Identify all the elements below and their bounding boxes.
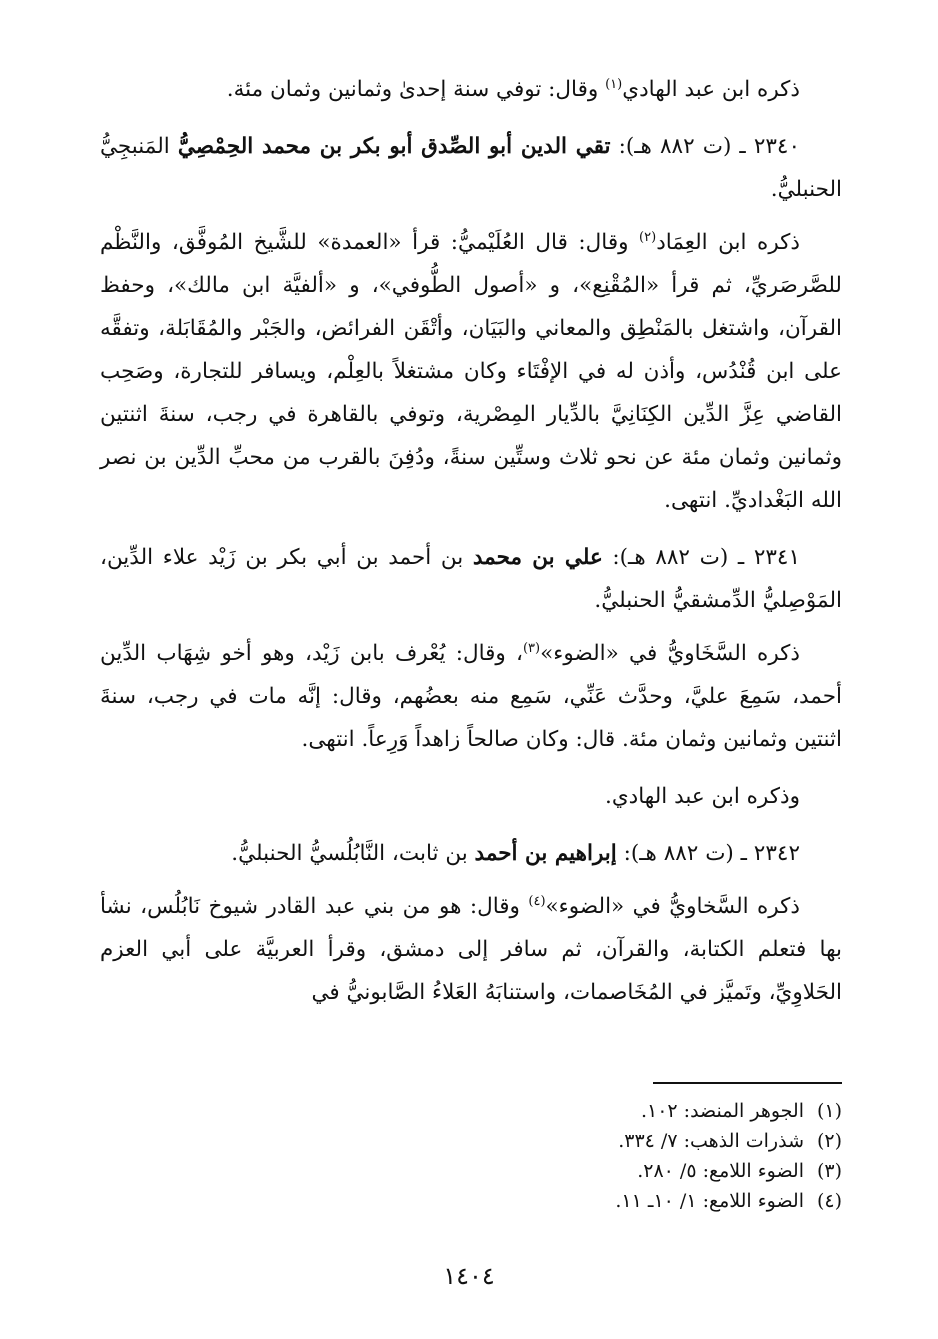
footnote-number: (١) [816,1100,842,1122]
footnote-2 [100,1126,842,1156]
entry-2342 [100,832,842,875]
footnote-ref-3[interactable]: (٣) [522,640,541,656]
paragraph-2 [100,221,842,522]
footnote-separator [653,1082,842,1084]
entry-name: إبراهيم بن أحمد [474,841,617,866]
footnote-ref-2[interactable]: (٢) [639,229,657,245]
paragraph-1 [100,68,842,111]
paragraph-4: وذكره ابن عبد الهادي. [605,784,800,809]
paragraph-text: ، وقال: يُعْرف بابن زَيْد، وهو أخو شِهَاب الدِّين أحمد، سَمِعَ عليَّ، وحدَّث عَنِّي، سَمِع منه بعضُهم، وقال: إنَّه مات في رجب، سنةَ اثنتين وثمانين وثمان مئة. قال: وكان صالحاً زاهداً وَرِعاً. انتهى. [100,641,842,752]
entry-2340 [100,125,842,211]
entry-rest: بن أحمد بن أبي بكر بن زَيْد علاء الدِّين، المَوْصِليُّ الدِّمشقيُّ الحنبليُّ. [100,545,842,613]
footnotes [100,1096,842,1216]
paragraph-text: ذكره السَّخَاويُّ في «الضوء» [540,641,800,666]
footnote-text: الضوء اللامع: ١/ ١٠ـ ١١. [615,1190,804,1212]
footnote-number: (٢) [816,1130,842,1152]
entry-rest: بن ثابت، النَّابُلُسيُّ الحنبليُّ. [231,841,475,866]
paragraph-text: وقال: قال العُلَيْميُّ: قرأ «العمدة» للشَّيخ المُوفَّق، والنَّظْم للصَّرصَريِّ، ثم قرأ «المُقْنِع»، و «أصول الطُّوفي»، و «ألفيَّة ابن مالك»، وحفظ القرآن، واشتغل بالمَنْطِق والمعاني والبَيَان، وأتْقَن الفرائض، والجَبْر والمُقَابَلة، وتفقَّه على ابن قُنْدُس، وأذن له في الإفْتَاء وكان مشتغلاً بالعِلْم، ويسافر للتجارة، وصَحِب القاضي عِزَّ الدِّين الكِنَانِيَّ بالدِّيار المِصْرية، وتوفي بالقاهرة في رجب، سنةَ اثنتين وثمانين وثمان مئة عن نحو ثلاث وستِّين سنةً، ودُفِنَ بالقرب من محبِّ الدِّين بن نصر الله البَغْداديِّ. انتهى. [100,230,842,513]
footnote-1 [100,1096,842,1126]
entry-name: علي بن محمد [472,545,603,570]
footnote-ref-1[interactable]: (١) [605,76,623,92]
footnote-4 [100,1186,842,1216]
entry-rest: المَنبجِيُّ الحنبليُّ. [100,134,842,202]
entry-number: ٢٣٤٠ ـ (ت ٨٨٢ هـ): [610,134,801,159]
footnote-3 [100,1156,842,1186]
footnote-text: شذرات الذهب: ٧/ ٣٣٤. [618,1130,804,1152]
entry-number: ٢٣٤١ ـ (ت ٨٨٢ هـ): [602,545,801,570]
paragraph-text: ذكره السَّخاويُّ في «الضوء» [545,894,800,919]
main-text [100,68,842,1028]
entry-name: تقي الدين أبو الصِّدق أبو بكر بن محمد الحِمْصِيُّ [177,134,611,159]
page-number: ١٤٠٤ [443,1262,495,1290]
paragraph-5 [100,885,842,1014]
footnote-number: (٣) [816,1160,842,1182]
footnote-ref-4[interactable]: (٤) [528,893,546,909]
entry-number: ٢٣٤٢ ـ (ت ٨٨٢ هـ): [616,841,800,866]
footnote-text: الجوهر المنضد: ١٠٢. [640,1100,804,1122]
paragraph-text: ذكره ابن العِمَاد [656,230,800,255]
paragraph-text: ذكره ابن عبد الهادي [622,77,800,102]
entry-2341 [100,536,842,622]
paragraph-text: وقال: هو من بني عبد القادر شيوخ نَابُلُس، نشأ بها فتعلم الكتابة، والقرآن، ثم سافر إلى دمشق، وقرأ العربيَّة على أبي العزم الحَلاوِيِّ، وتَميَّز في المُخَاصمات، واستنابَهُ العَلاءُ الصَّابونيُّ في [100,894,842,1005]
footnote-text: الضوء اللامع: ٥/ ٢٨٠. [637,1160,804,1182]
paragraph-3 [100,632,842,761]
paragraph-text: وقال: توفي سنة إحدىٰ وثمانين وثمان مئة. [226,77,606,102]
footnote-number: (٤) [816,1190,842,1212]
